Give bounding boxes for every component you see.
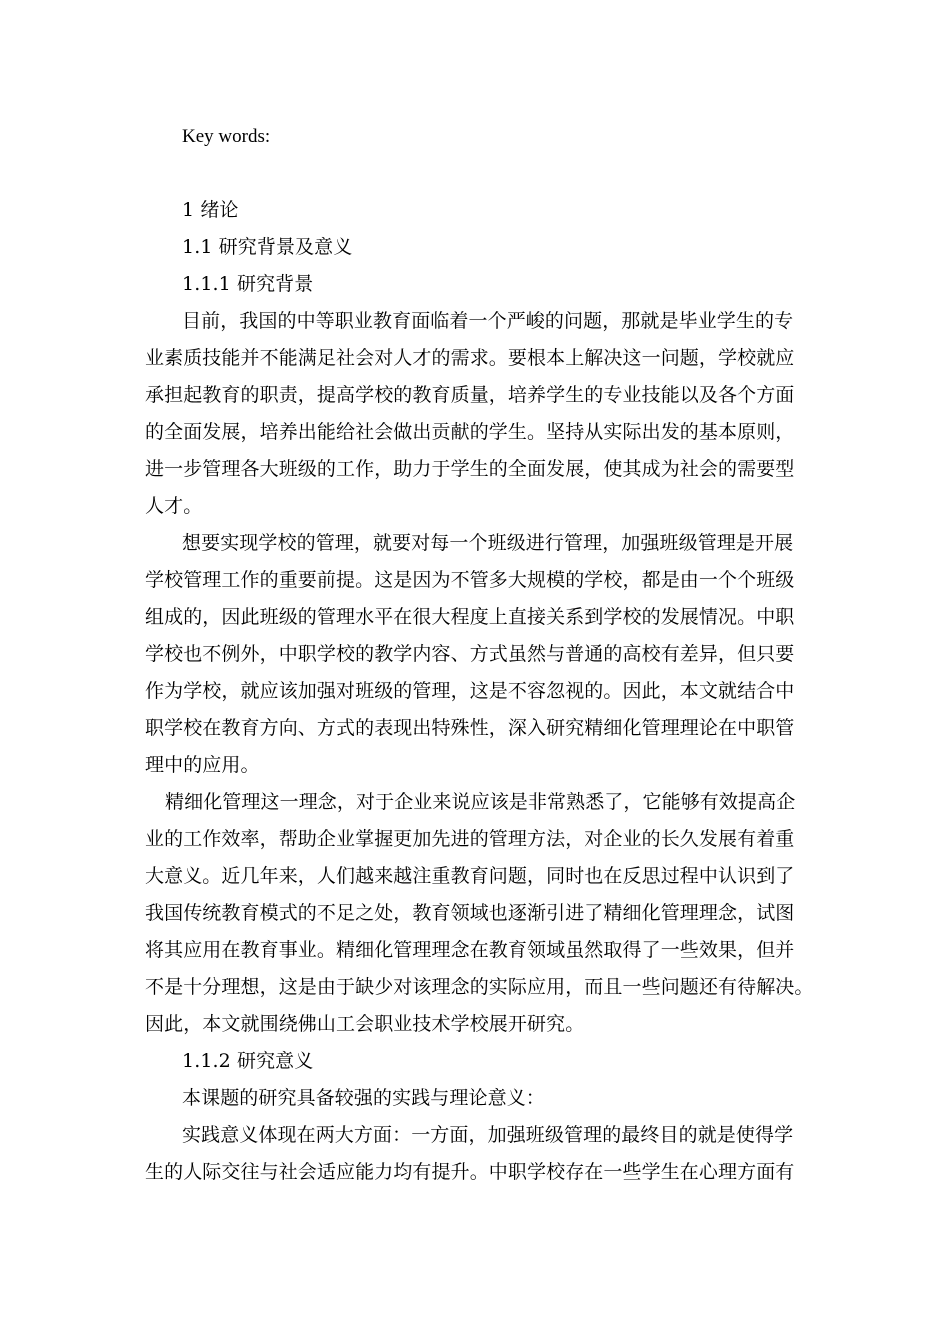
paragraph-line: 实践意义体现在两大方面：一方面，加强班级管理的最终目的就是使得学: [182, 1124, 794, 1146]
paragraph-line: 职学校在教育方向、方式的表现出特殊性，深入研究精细化管理理论在中职管: [145, 717, 795, 739]
paragraph-line: 生的人际交往与社会适应能力均有提升。中职学校存在一些学生在心理方面有: [145, 1161, 795, 1183]
paragraph-line: 将其应用在教育事业。精细化管理理念在教育领域虽然取得了一些效果，但并: [145, 939, 795, 961]
paragraph-class-management: [145, 525, 810, 784]
paragraph-line: 理中的应用。: [145, 754, 260, 776]
paragraph-line: 业的工作效率，帮助企业掌握更加先进的管理方法，对企业的长久发展有着重: [145, 828, 795, 850]
paragraph-line: 作为学校，就应该加强对班级的管理，这是不容忽视的。因此，本文就结合中: [145, 680, 795, 702]
heading-section-1-1: 1.1 研究背景及意义: [182, 236, 353, 258]
document-page: [145, 118, 814, 1191]
paragraph-line: 因此，本文就围绕佛山工会职业技术学校展开研究。: [145, 1013, 585, 1035]
paragraph-line: 不是十分理想，这是由于缺少对该理念的实际应用，而且一些问题还有待解决。: [145, 976, 814, 998]
paragraph-line: 目前，我国的中等职业教育面临着一个严峻的问题，那就是毕业学生的专: [182, 310, 794, 332]
keywords-label: Key words:: [182, 126, 271, 147]
paragraph-line: 人才。: [145, 495, 203, 517]
paragraph-refined-management: [145, 784, 814, 1043]
paragraph-line: 大意义。近几年来，人们越来越注重教育问题，同时也在反思过程中认识到了: [145, 865, 795, 887]
paragraph-line: 业素质技能并不能满足社会对人才的需求。要根本上解决这一问题，学校就应: [145, 347, 795, 369]
heading-chapter-1: 1 绪论: [182, 199, 239, 221]
paragraph-line: 学校管理工作的重要前提。这是因为不管多大规模的学校，都是由一个个班级: [145, 569, 795, 591]
paragraph-line: 精细化管理这一理念，对于企业来说应该是非常熟悉了，它能够有效提高企: [165, 791, 796, 813]
paragraph-practical-significance: [145, 1117, 810, 1191]
paragraph-significance-intro: 本课题的研究具备较强的实践与理论意义：: [182, 1087, 545, 1109]
paragraph-background: [145, 303, 810, 525]
paragraph-line: 的全面发展，培养出能给社会做出贡献的学生。坚持从实际出发的基本原则，: [145, 421, 795, 443]
paragraph-line: 我国传统教育模式的不足之处，教育领域也逐渐引进了精细化管理理念，试图: [145, 902, 795, 924]
heading-subsection-1-1-1: 1.1.1 研究背景: [182, 273, 314, 295]
paragraph-line: 进一步管理各大班级的工作，助力于学生的全面发展，使其成为社会的需要型: [145, 458, 795, 480]
paragraph-line: 承担起教育的职责，提高学校的教育质量，培养学生的专业技能以及各个方面: [145, 384, 795, 406]
paragraph-line: 组成的，因此班级的管理水平在很大程度上直接关系到学校的发展情况。中职: [145, 606, 795, 628]
paragraph-line: 学校也不例外，中职学校的教学内容、方式虽然与普通的高校有差异，但只要: [145, 643, 795, 665]
paragraph-line: 想要实现学校的管理，就要对每一个班级进行管理，加强班级管理是开展: [182, 532, 794, 554]
heading-subsection-1-1-2: 1.1.2 研究意义: [182, 1050, 314, 1072]
